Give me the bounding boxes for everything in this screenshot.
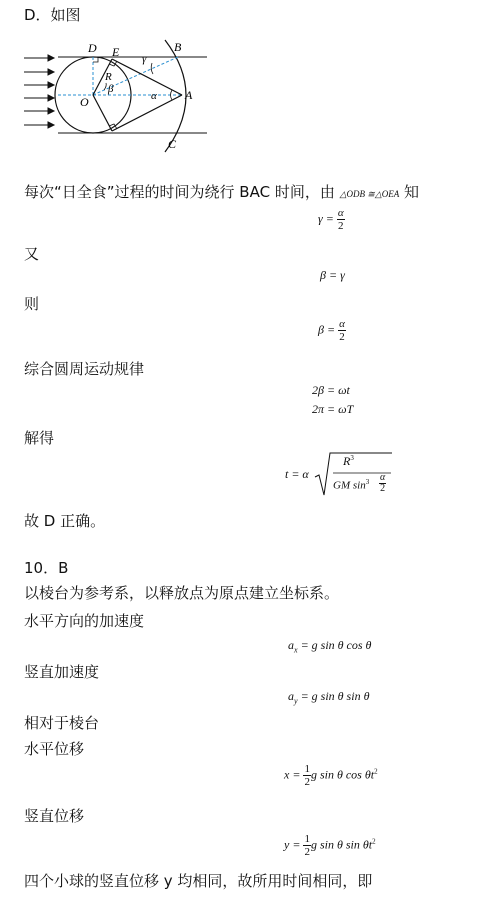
eq6-num-r: R <box>343 454 351 468</box>
eq10-num: 1 <box>304 833 310 845</box>
equation-beta-gamma: β = γ <box>320 268 345 282</box>
equation-ay <box>288 689 369 705</box>
eq10-sup: 2 <box>372 837 376 846</box>
jiede-text: 解得 <box>24 429 55 447</box>
equation-2beta: 2β = ωt <box>312 383 350 397</box>
s4-text: 相对于棱台 <box>24 714 100 732</box>
eq1-lhs: γ = <box>318 211 334 226</box>
label-d: D <box>88 41 97 55</box>
s2-text: 水平方向的加速度 <box>24 612 145 630</box>
label-r: R <box>105 71 112 83</box>
label-o: O <box>80 95 89 109</box>
eq1-num: α <box>337 207 344 219</box>
equation-x <box>284 763 378 788</box>
congruence-note: △ODB ≅△OEA <box>339 189 400 199</box>
eq8-rhs: = g sin θ sin θ <box>297 689 370 703</box>
eq6-den-sup: 3 <box>365 478 370 486</box>
equation-ax <box>288 638 371 654</box>
eq7-a: a <box>288 638 294 652</box>
ze-text: 则 <box>24 295 40 313</box>
eq9-num: 1 <box>304 763 310 775</box>
eq1-den: 2 <box>337 220 344 232</box>
label-beta: β <box>108 83 114 95</box>
eq9-lhs: x = <box>284 767 301 782</box>
eq6-inner-num: α <box>380 472 386 483</box>
eq8-sub: y <box>294 696 298 706</box>
label-e: E <box>112 45 120 59</box>
para-eclipse-time <box>24 181 419 202</box>
you-text: 又 <box>24 245 40 263</box>
para1-end: 知 <box>404 183 420 201</box>
eq10-lhs: y = <box>284 837 301 852</box>
equation-gamma <box>318 207 345 232</box>
label-gamma: γ <box>142 53 147 65</box>
label-b: B <box>174 40 182 54</box>
s1-text: 以棱台为参考系，以释放点为原点建立坐标系。 <box>24 584 340 602</box>
question-10-answer: 10．B <box>24 559 69 577</box>
light-arrows <box>24 55 54 128</box>
eq10-rhs: g sin θ sin θt <box>310 837 373 852</box>
eq7-sub: x <box>294 645 298 655</box>
zonghe-text: 综合圆周运动规律 <box>24 360 145 378</box>
para1-text: 每次“日全食”过程的时间为绕行 BAC 时间，由 <box>24 183 335 201</box>
s5-text: 水平位移 <box>24 740 85 758</box>
option-d-header: D．如图 <box>24 6 81 24</box>
eq3-den: 2 <box>339 331 345 343</box>
eq10-den: 2 <box>304 846 310 858</box>
eq6-inner-den: 2 <box>380 483 386 494</box>
eq6-lhs: t = α <box>285 467 309 481</box>
eq6-den: GM sin <box>333 479 366 492</box>
eq9-sup: 2 <box>374 767 378 776</box>
eq9-den: 2 <box>304 776 310 788</box>
s6-text: 竖直位移 <box>24 807 85 825</box>
label-alpha: α <box>151 90 157 102</box>
eq7-rhs: = g sin θ cos θ <box>297 638 372 652</box>
equation-beta-alpha <box>318 318 346 343</box>
eq9-rhs: g sin θ cos θt <box>310 767 375 782</box>
eclipse-diagram <box>22 38 222 158</box>
eq3-lhs: β = <box>318 322 336 337</box>
eq8-a: a <box>288 689 294 703</box>
s3-text: 竖直加速度 <box>24 663 100 681</box>
s7-text: 四个小球的竖直位移 y 均相同，故所用时间相同，即 <box>24 872 373 890</box>
equation-2pi: 2π = ωT <box>312 402 354 416</box>
label-c: C <box>168 137 177 151</box>
eq3-num: α <box>339 318 345 330</box>
eq6-num-sup: 3 <box>350 454 354 462</box>
conclusion-d: 故 D 正确。 <box>24 512 106 530</box>
equation-y <box>284 833 376 858</box>
label-a: A <box>185 88 193 102</box>
